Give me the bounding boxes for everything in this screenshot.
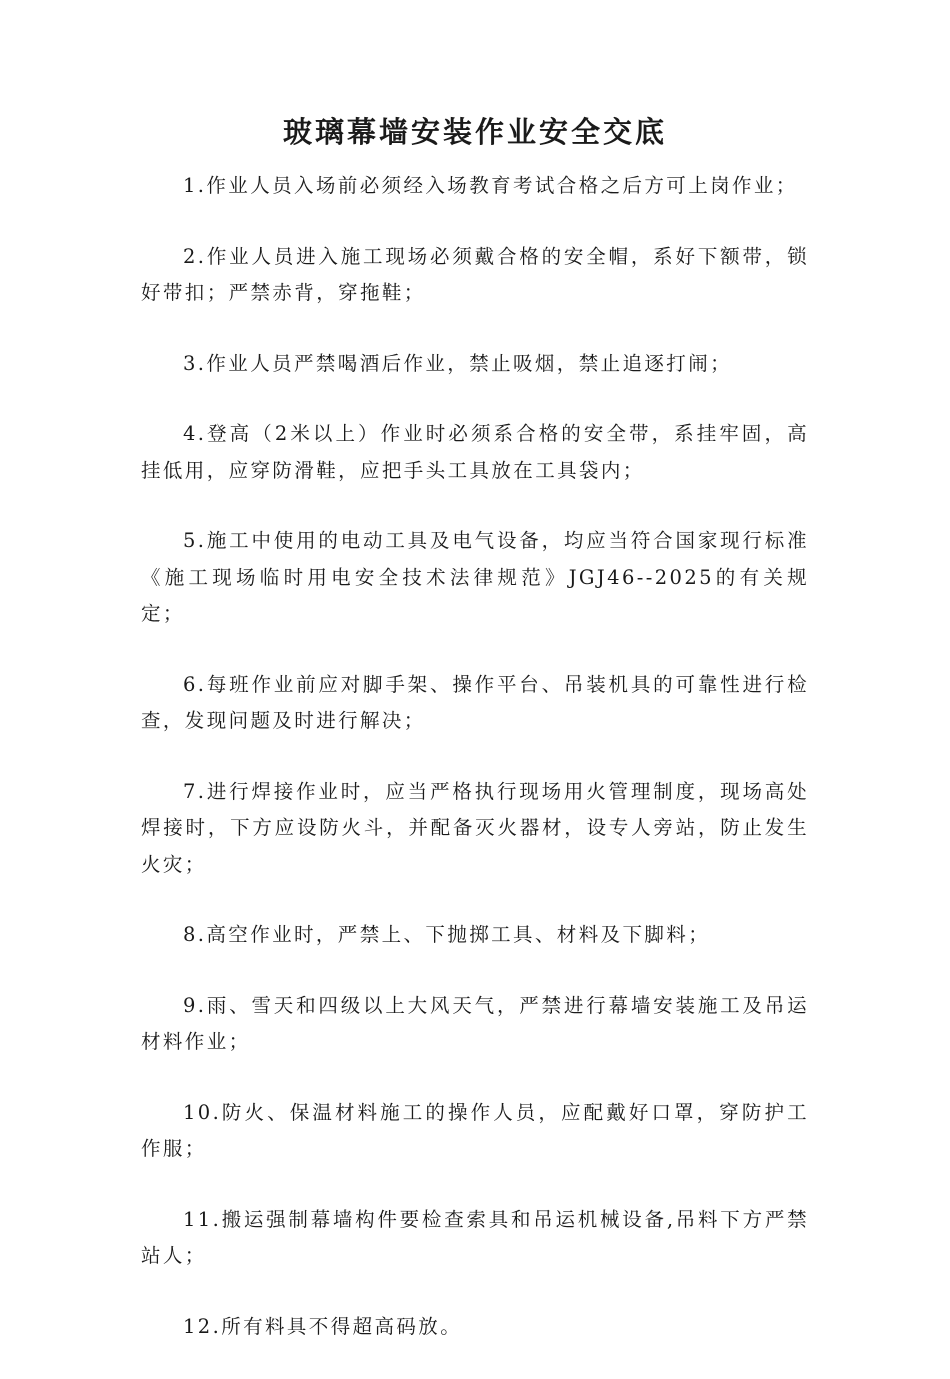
safety-item: 2.作业人员进入施工现场必须戴合格的安全帽，系好下额带，锁好带扣；严禁赤背，穿拖鞋； bbox=[141, 244, 809, 304]
safety-item: 1.作业人员入场前必须经入场教育考试合格之后方可上岗作业； bbox=[183, 174, 798, 197]
safety-item: 6.每班作业前应对脚手架、操作平台、吊装机具的可靠性进行检查，发现问题及时进行解决； bbox=[141, 672, 809, 732]
safety-item: 8.高空作业时，严禁上、下抛掷工具、材料及下脚料； bbox=[183, 923, 711, 946]
safety-item: 11.搬运强制幕墙构件要检查索具和吊运机械设备,吊料下方严禁站人； bbox=[141, 1207, 809, 1267]
safety-item-list bbox=[141, 168, 809, 1379]
safety-item: 12.所有料具不得超高码放。 bbox=[183, 1314, 463, 1338]
document-title: 玻璃幕墙安装作业安全交底 bbox=[282, 115, 667, 149]
safety-item: 5.施工中使用的电动工具及电气设备，均应当符合国家现行标准《施工现场临时用电安全技术法律规范》JGJ46--2025的有关规定； bbox=[141, 529, 809, 625]
safety-item: 10.防火、保温材料施工的操作人员，应配戴好口罩，穿防护工作服； bbox=[141, 1100, 809, 1160]
safety-item: 3.作业人员严禁喝酒后作业，禁止吸烟，禁止追逐打闹； bbox=[183, 351, 733, 375]
safety-item: 9.雨、雪天和四级以上大风天气，严禁进行幕墙安装施工及吊运材料作业； bbox=[141, 993, 809, 1053]
safety-item: 4.登高（2米以上）作业时必须系合格的安全带，系挂牢固，高挂低用，应穿防滑鞋，应把手头工具放在工具袋内； bbox=[141, 422, 809, 482]
safety-item: 7.进行焊接作业时，应当严格执行现场用火管理制度，现场高处焊接时，下方应设防火斗，并配备灭火器材，设专人旁站，防止发生火灾； bbox=[141, 779, 809, 876]
